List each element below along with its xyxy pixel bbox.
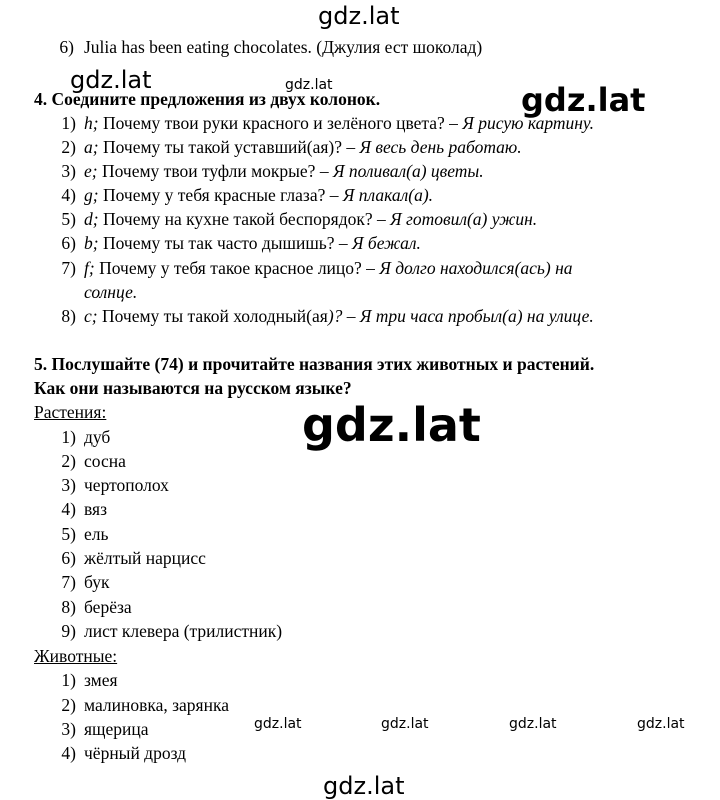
watermark-small: gdz.lat [285, 77, 333, 93]
animals-label: Животные: [34, 646, 118, 666]
watermark-left: gdz.lat [70, 66, 152, 94]
plants-label: Растения: [34, 402, 107, 422]
watermark-center: gdz.lat [302, 398, 481, 452]
watermark-top: gdz.lat [318, 2, 400, 30]
watermark-bottom: gdz.lat [323, 772, 405, 800]
watermark-right: gdz.lat [521, 81, 646, 119]
watermark-bottom-row-1: gdz.lat [254, 716, 302, 732]
watermark-bottom-row-3: gdz.lat [509, 716, 557, 732]
task5-heading-line1: 5. Послушайте (74) и прочитайте названия этих животных и растений. [34, 354, 595, 374]
task4-heading: 4. Соедините предложения из двух колонок. [34, 89, 381, 109]
task5-heading-line2: Как они называются на русском языке? [34, 378, 352, 398]
watermark-bottom-row-4: gdz.lat [637, 716, 685, 732]
watermark-bottom-row-2: gdz.lat [381, 716, 429, 732]
